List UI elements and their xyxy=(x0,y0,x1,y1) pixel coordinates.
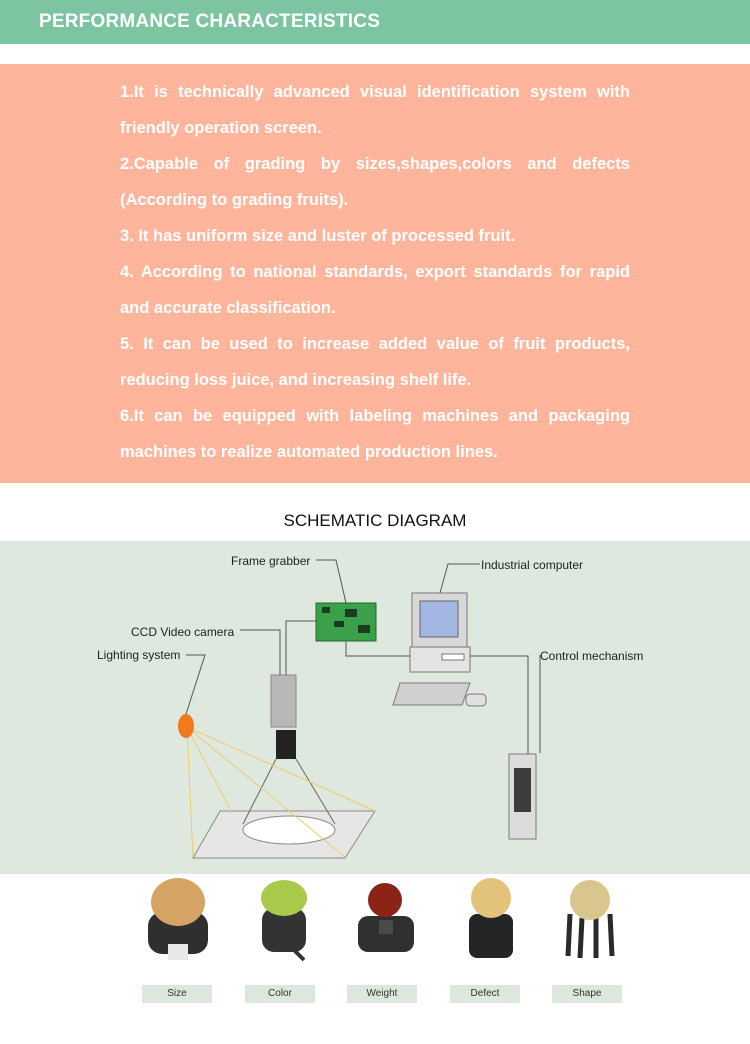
lighting-lamp-icon xyxy=(178,714,194,738)
keyboard-icon xyxy=(393,683,470,705)
feature-item-2: 2.Capable of grading by sizes,shapes,colors and defects (According to grading fruits). xyxy=(120,155,630,209)
mouse-icon xyxy=(466,694,486,706)
fruit-target-ellipse xyxy=(243,816,335,844)
grading-examples xyxy=(0,874,750,1044)
feature-panel xyxy=(0,64,750,483)
section-title: PERFORMANCE CHARACTERISTICS xyxy=(39,11,381,32)
ccd-camera-label: CCD Video camera xyxy=(131,625,235,639)
caption-color: Color xyxy=(245,985,315,1003)
lighting-system-label: Lighting system xyxy=(97,648,181,662)
control-mechanism-label: Control mechanism xyxy=(540,649,644,663)
fruit-shape-image xyxy=(550,874,630,974)
schematic-svg xyxy=(0,541,750,874)
fruit-color-image xyxy=(242,874,322,974)
feature-item-5: 5. It can be used to increase added value of fruit products, reducing loss juice, and increasing shelf life. xyxy=(120,335,630,389)
feature-item-1: 1.It is technically advanced visual identification system with friendly operation screen. xyxy=(120,83,630,137)
fruit-weight-image xyxy=(345,874,425,974)
ccd-camera-body xyxy=(271,675,296,727)
feature-item-3: 3. It has uniform size and luster of processed fruit. xyxy=(120,227,516,245)
fruit-defect-image xyxy=(449,874,529,974)
diagram-title: SCHEMATIC DIAGRAM xyxy=(283,511,467,530)
schematic-diagram xyxy=(0,541,750,874)
caption-shape: Shape xyxy=(552,985,622,1003)
caption-defect: Defect xyxy=(450,985,520,1003)
ccd-camera-lens xyxy=(276,730,296,759)
caption-weight: Weight xyxy=(347,985,417,1003)
section-header xyxy=(0,0,750,44)
feature-list xyxy=(120,74,630,470)
industrial-computer-label: Industrial computer xyxy=(481,558,584,572)
caption-size: Size xyxy=(142,985,212,1003)
feature-item-6: 6.It can be equipped with labeling machines and packaging machines to realize automated production lines. xyxy=(120,407,630,461)
feature-item-4: 4. According to national standards, export standards for rapid and accurate classification. xyxy=(120,263,630,317)
fruit-size-image xyxy=(138,874,218,974)
frame-grabber-label: Frame grabber xyxy=(231,554,311,568)
